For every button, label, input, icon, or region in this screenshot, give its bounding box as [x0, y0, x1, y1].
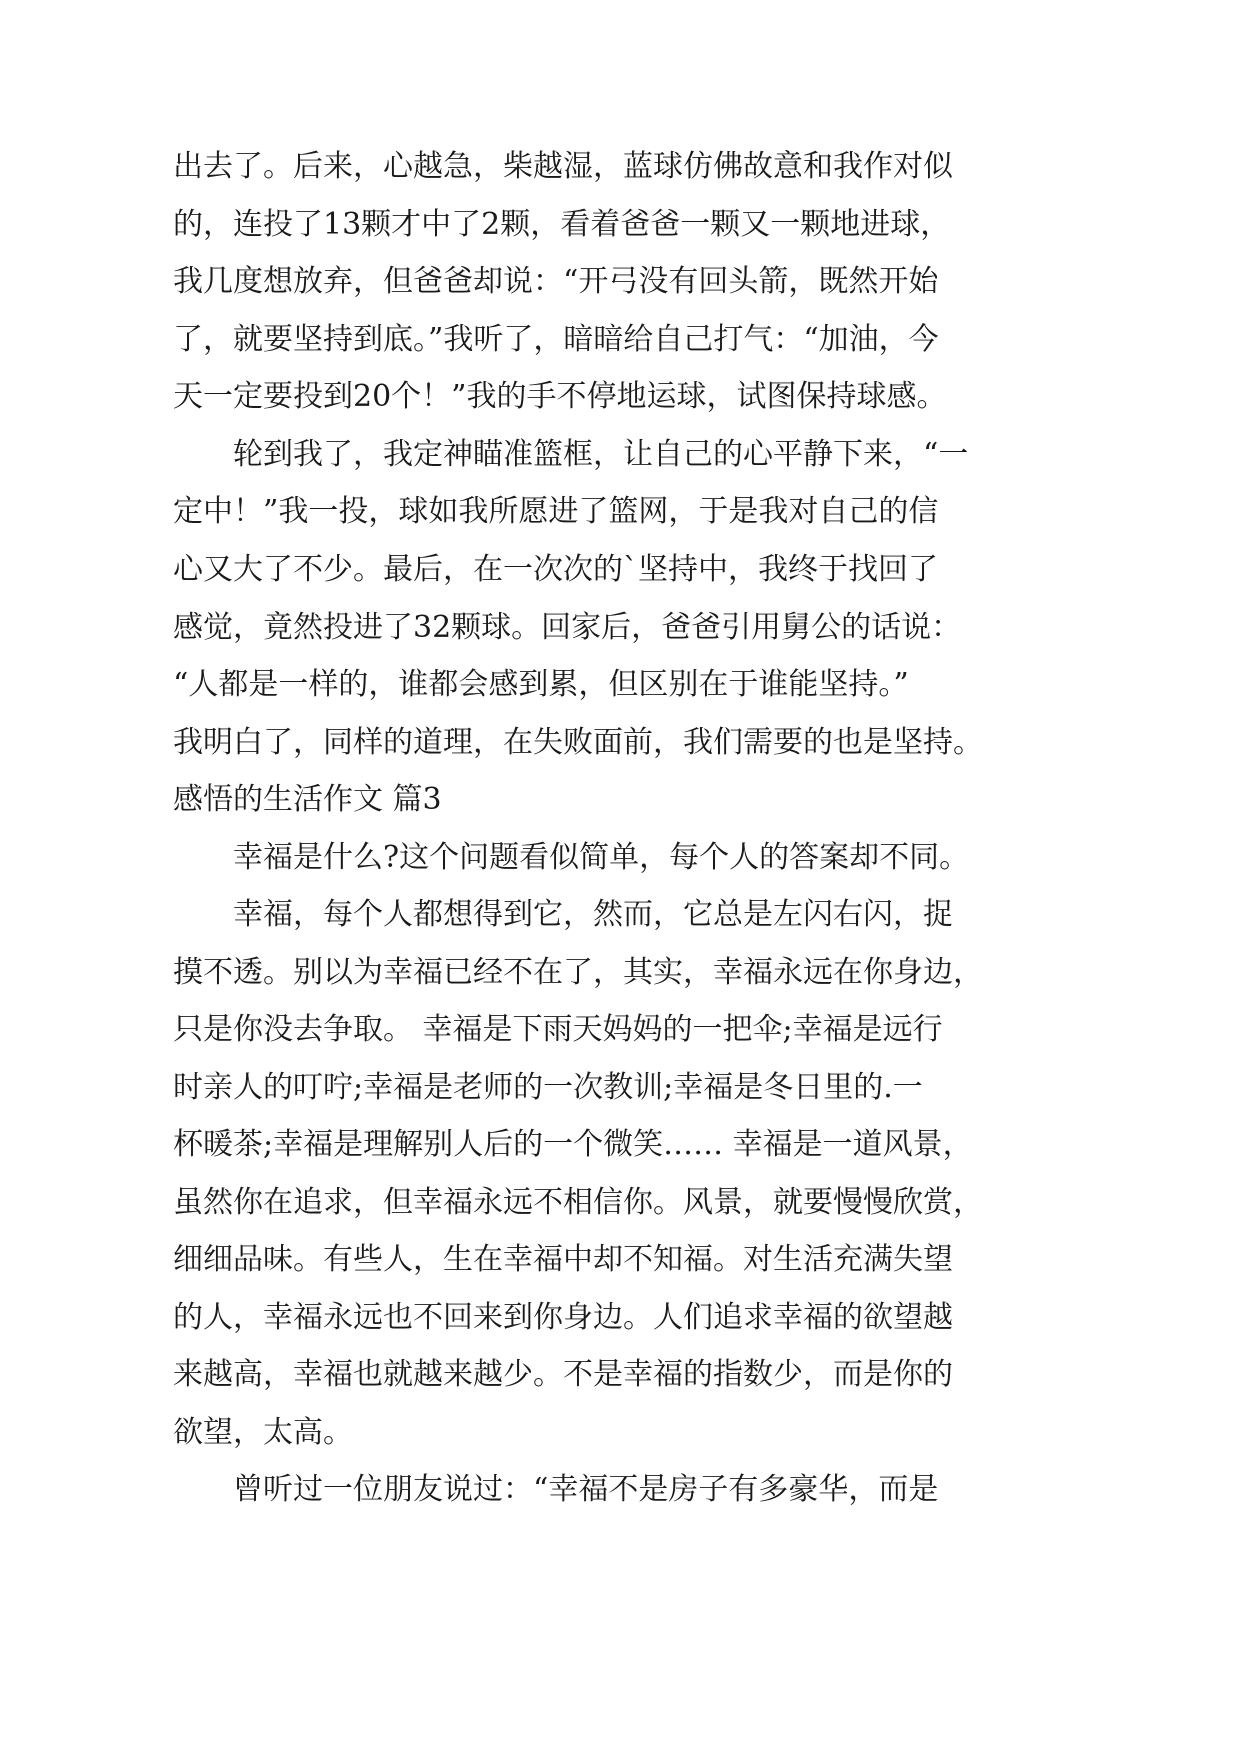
- body-text-line: 我几度想放弃，但爸爸却说：“开弓没有回头箭，既然开始: [173, 264, 939, 299]
- paragraph-first-line: 幸福，每个人都想得到它，然而，它总是左闪右闪，捉: [233, 897, 953, 932]
- body-text-line: 时亲人的叮咛;幸福是老师的一次教训;幸福是冬日里的.一: [173, 1070, 923, 1105]
- body-text-line: 感觉，竟然投进了32颗球。回家后，爸爸引用舅公的话说：: [173, 610, 962, 645]
- body-text-line: 我明白了，同样的道理，在失败面前，我们需要的也是坚持。: [173, 725, 983, 760]
- body-text-line: 出去了。后来，心越急，柴越湿，蓝球仿佛故意和我作对似: [173, 149, 953, 184]
- body-text-line: 细细品味。有些人，生在幸福中却不知福。对生活充满失望: [173, 1242, 953, 1277]
- body-text-line: 了，就要坚持到底。”我听了，暗暗给自己打气：“加油，今: [173, 322, 939, 357]
- body-text-line: 摸不透。别以为幸福已经不在了，其实，幸福永远在你身边，: [173, 955, 983, 990]
- body-text-line: 的，连投了13颗才中了2颗，看着爸爸一颗又一颗地进球，: [173, 207, 951, 242]
- body-text-line: 定中！”我一投，球如我所愿进了篮网，于是我对自己的信: [173, 494, 939, 529]
- body-text-line: 只是你没去争取。 幸福是下雨天妈妈的一把伞;幸福是远行: [173, 1012, 943, 1047]
- body-text-line: 虽然你在追求，但幸福永远不相信你。风景，就要慢慢欣赏，: [173, 1185, 983, 1220]
- section-heading: 感悟的生活作文 篇3: [173, 782, 442, 817]
- body-text-line: 的人，幸福永远也不回来到你身边。人们追求幸福的欲望越: [173, 1300, 953, 1335]
- body-text-line: 天一定要投到20个！”我的手不停地运球，试图保持球感。: [173, 379, 947, 414]
- paragraph-first-line: 曾听过一位朋友说过：“幸福不是房子有多豪华，而是: [233, 1472, 939, 1507]
- body-text-line: 来越高，幸福也就越来越少。不是幸福的指数少，而是你的: [173, 1357, 953, 1392]
- body-text-line: 心又大了不少。最后，在一次次的`坚持中，我终于找回了: [173, 552, 938, 587]
- body-text-line: 杯暖茶;幸福是理解别人后的一个微笑…… 幸福是一道风景，: [173, 1127, 973, 1162]
- paragraph-first-line: 幸福是什么?这个问题看似简单，每个人的答案却不同。: [233, 840, 970, 875]
- body-text-line: 欲望，太高。: [173, 1415, 353, 1450]
- paragraph-first-line: 轮到我了，我定神瞄准篮框，让自己的心平静下来，“一: [233, 437, 969, 472]
- body-text-line: “人都是一样的，谁都会感到累，但区别在于谁能坚持。”: [173, 667, 909, 702]
